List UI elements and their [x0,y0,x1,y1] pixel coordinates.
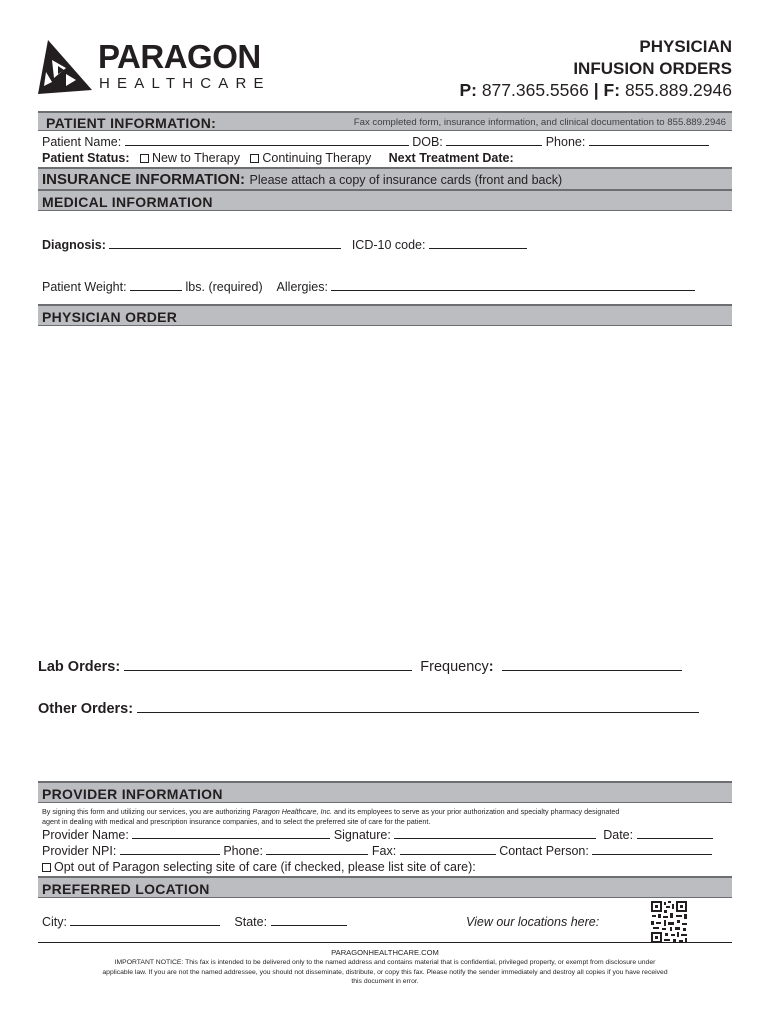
fax-number: 855.889.2946 [624,80,732,100]
footer-website: PARAGONHEALTHCARE.COM [331,948,439,957]
city-field[interactable] [70,916,220,926]
provider-disclaimer [42,807,732,826]
weight-label: Patient Weight: [42,280,127,294]
opt-out-row [42,861,476,874]
lab-orders-row [38,659,682,675]
notice-line2: applicable law. If you are not the named addressee, you should not disseminate, distribute, or copy this fax. Please notify the sender immediately and destroy all copies if you have received [102,968,668,976]
phone-number: 877.365.5566 [481,80,589,100]
dob-label: DOB: [412,135,443,149]
patient-status-label: Patient Status: [42,151,130,165]
disclaimer-text-a: By signing this form and utilizing our services, you are authorizing [42,807,253,816]
phone-label: P: [459,80,477,100]
insurance-info-note: Please attach a copy of insurance cards (front and back) [249,173,563,187]
medical-info-bar [38,189,732,211]
physician-order-bar [38,304,732,326]
patient-name-row [42,136,709,149]
footer-notice [38,958,732,987]
new-therapy-label: New to Therapy [151,151,240,165]
location-row [42,916,347,929]
provider-npi-row [42,845,712,858]
preferred-location-bar [38,876,732,898]
insurance-info-title: INSURANCE INFORMATION: [42,171,246,188]
diagnosis-row [42,239,527,252]
brand-subtitle: HEALTHCARE [99,75,271,92]
patient-status-row [42,152,514,165]
allergies-label: Allergies: [276,280,328,294]
disclaimer-line2: agent in dealing with medical and prescription insurance companies, and to select the preferred site of care for the patient. [42,816,431,826]
dob-field[interactable] [446,136,542,146]
date-label: Date: [603,828,634,842]
form-title-line2: INFUSION ORDERS [573,59,732,78]
provider-phone-label: Phone: [223,844,263,858]
other-orders-field[interactable] [137,701,699,713]
provider-info-title: PROVIDER INFORMATION [42,786,223,802]
opt-out-label: Opt out of Paragon selecting site of care (if checked, please list site of care): [54,860,476,874]
notice-line1: IMPORTANT NOTICE: This fax is intended to be delivered only to the named address and contains material that is confidential, privileged property, or exempt from disclosure under [114,959,656,966]
qr-code-icon[interactable] [650,900,688,944]
fax-note: Fax completed form, insurance information, and clinical documentation to 855.889.2946 [353,117,726,128]
provider-fax-field[interactable] [400,845,496,855]
patient-name-label: Patient Name: [42,135,122,149]
frequency-colon: : [488,659,494,675]
diagnosis-label: Diagnosis: [42,238,106,252]
signature-label: Signature: [333,828,391,842]
other-orders-label: Other Orders: [38,701,134,717]
insurance-info-header [42,172,562,188]
medical-info-title: MEDICAL INFORMATION [42,194,213,210]
preferred-location-title: PREFERRED LOCATION [42,881,210,897]
phone-label: Phone: [545,135,586,149]
insurance-info-bar [38,167,732,190]
city-label: City: [42,915,67,929]
provider-fax-label: Fax: [371,844,397,858]
fax-label: F: [603,80,621,100]
signature-field[interactable] [394,829,596,839]
icd-field[interactable] [429,239,527,249]
footer-divider [38,942,732,943]
physician-order-area[interactable] [38,328,732,648]
weight-field[interactable] [130,281,182,291]
opt-out-checkbox[interactable] [42,863,51,872]
npi-label: Provider NPI: [42,844,117,858]
provider-info-bar [38,781,732,803]
state-field[interactable] [271,916,347,926]
brand-name: PARAGON [98,38,261,75]
new-therapy-checkbox[interactable] [140,154,149,163]
provider-phone-field[interactable] [266,845,368,855]
weight-unit: lbs. (required) [185,280,263,294]
form-title-line1: PHYSICIAN [639,37,732,56]
contact-numbers [459,82,732,100]
disclaimer-line1 [42,807,732,817]
paragon-logo-icon [36,38,94,96]
weight-row [42,281,695,294]
separator: | [593,80,599,100]
disclaimer-company: Paragon Healthcare, Inc. [252,807,333,816]
phone-field[interactable] [589,136,709,146]
contact-person-label: Contact Person: [499,844,589,858]
allergies-field[interactable] [331,281,695,291]
notice-line3: this document in error. [351,978,419,986]
diagnosis-field[interactable] [109,239,341,249]
view-locations-text: View our locations here: [466,915,600,929]
date-field[interactable] [637,829,713,839]
other-orders-row [38,701,699,717]
provider-name-label: Provider Name: [42,828,129,842]
disclaimer-text-b: and its employees to serve as your prior authorization and specialty pharmacy designated [332,807,620,816]
state-label: State: [234,915,268,929]
frequency-label: Frequency [420,659,489,675]
continuing-therapy-label: Continuing Therapy [262,151,372,165]
npi-field[interactable] [120,845,220,855]
physician-order-title: PHYSICIAN ORDER [42,309,178,325]
contact-person-field[interactable] [592,845,712,855]
patient-name-field[interactable] [125,136,409,146]
frequency-field[interactable] [502,659,682,671]
lab-orders-field[interactable] [124,659,412,671]
icd-label: ICD-10 code: [351,238,426,252]
next-treatment-label: Next Treatment Date: [388,151,514,165]
continuing-therapy-checkbox[interactable] [250,154,259,163]
patient-info-bar [38,111,732,131]
provider-name-row [42,829,713,842]
lab-orders-label: Lab Orders: [38,659,121,675]
provider-name-field[interactable] [132,829,330,839]
patient-info-title: PATIENT INFORMATION: [46,115,217,131]
